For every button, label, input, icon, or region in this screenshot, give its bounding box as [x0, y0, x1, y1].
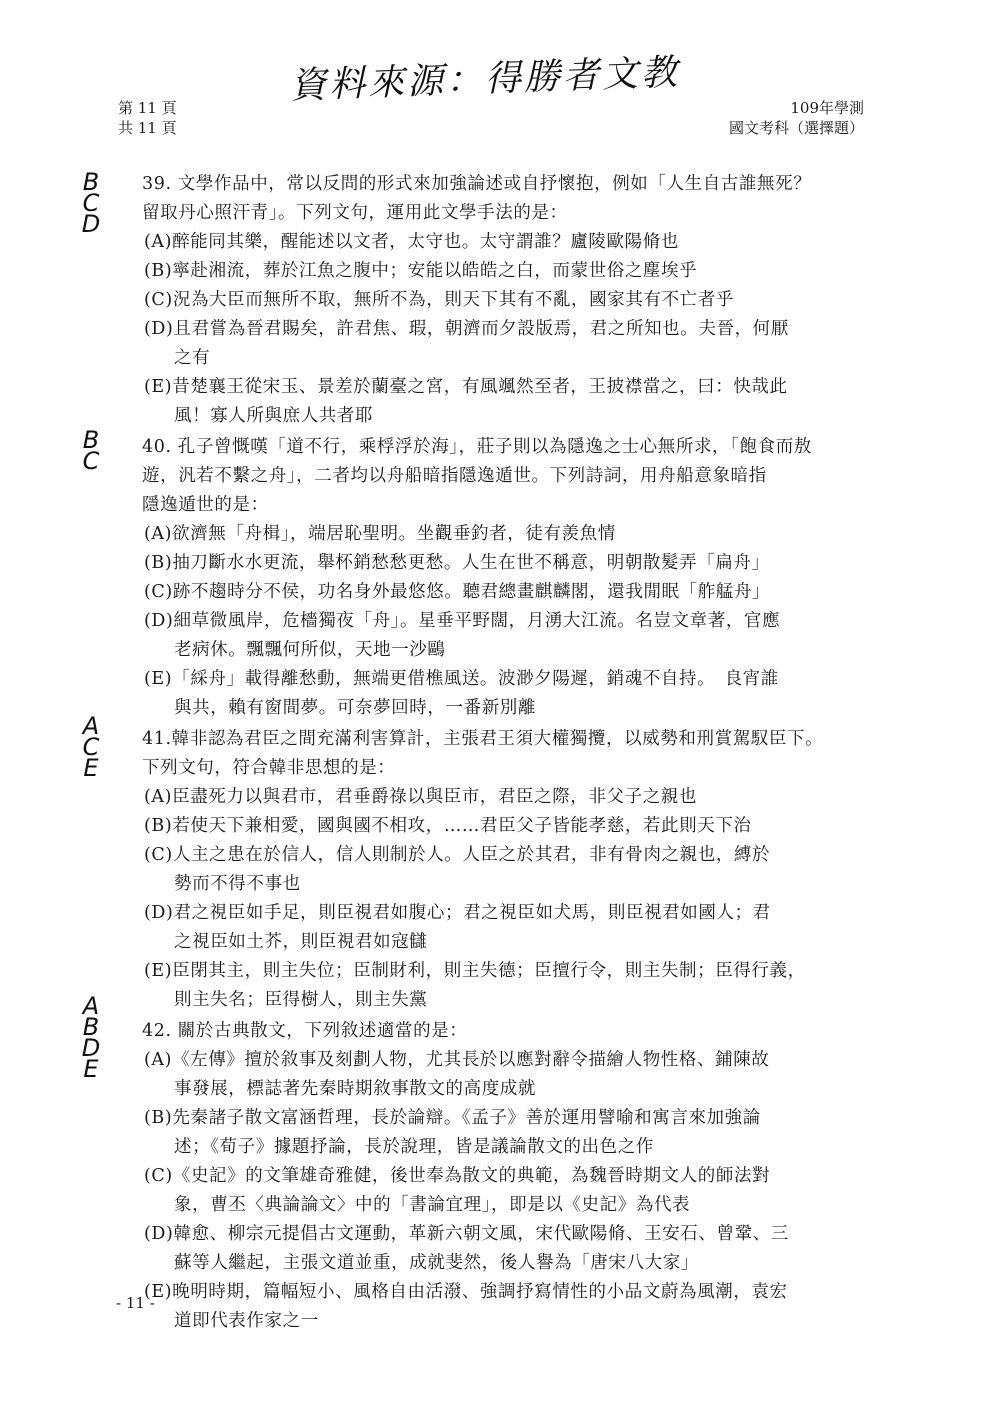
exam-info — [729, 98, 864, 138]
option-c-cont: 勢而不得不事也 — [174, 874, 301, 894]
total-pages-label: 共 11 頁 — [118, 119, 177, 137]
option-a-cont: 事發展，標誌著先秦時期敘事散文的高度成就 — [174, 1079, 536, 1099]
option-b-cont: 述；《荀子》據題抒論，長於說理，皆是議論散文的出色之作 — [174, 1137, 654, 1157]
option-a: (A)臣盡死力以與君市，君垂爵祿以與臣市，君臣之際，非父子之親也 — [144, 787, 697, 807]
question-40 — [142, 433, 882, 723]
option-c: (C)跡不趨時分不侯，功名身外最悠悠。聽君總畫麒麟閣，還我閒眠「舴艋舟」 — [144, 582, 771, 602]
question-39 — [142, 170, 882, 431]
question-stem-cont: 下列文句，符合韓非思想的是： — [142, 758, 396, 778]
exam-subject: 國文考科（選擇題） — [728, 119, 864, 137]
page-number: - 11 - — [116, 1294, 155, 1312]
option-e: (E)「綵舟」載得離愁動，無端更借樵風送。波渺夕陽遲，銷魂不自持。 良宵誰 — [144, 669, 779, 689]
option-b: (B)寧赴湘流，葬於江魚之腹中；安能以皓皓之白，而蒙世俗之塵埃乎 — [144, 261, 698, 281]
option-b: (B)先秦諸子散文富涵哲理，長於論辯。《孟子》善於運用譬喻和寓言來加強論 — [144, 1108, 761, 1128]
option-a: (A)欲濟無「舟楫」，端居恥聖明。坐觀垂釣者，徒有羨魚情 — [144, 524, 616, 544]
option-d: (D)君之視臣如手足，則臣視君如腹心；君之視臣如犬馬，則臣視君如國人；君 — [144, 903, 771, 923]
page-label: 第 11 頁 — [118, 99, 177, 117]
question-41 — [142, 725, 882, 1015]
option-d-cont: 之有 — [174, 348, 211, 368]
handwritten-answer-q41: A C E — [82, 712, 100, 782]
option-c: (C)《史記》的文筆雄奇雅健，後世奉為散文的典範，為魏晉時期文人的師法對 — [144, 1166, 771, 1186]
option-d: (D)韓愈、柳宗元提倡古文運動，革新六朝文風，宋代歐陽脩、王安石、曾鞏、三 — [144, 1224, 789, 1244]
question-stem: 42. 關於古典散文，下列敘述適當的是： — [142, 1021, 468, 1041]
question-stem: 40. 孔子曾慨嘆「道不行，乘桴浮於海」，莊子則以為隱逸之士心無所求，「飽食而敖 — [142, 437, 812, 457]
option-b: (B)抽刀斷水水更流，舉杯銷愁愁更愁。人生在世不稱意，明朝散髮弄「扁舟」 — [144, 553, 770, 573]
question-42 — [142, 1017, 882, 1336]
page-info — [118, 98, 177, 138]
option-d: (D)且君嘗為晉君賜矣，許君焦、瑕，朝濟而夕設版焉，君之所知也。夫晉，何厭 — [144, 319, 789, 339]
handwritten-answer-q40: B C — [82, 426, 100, 475]
option-e-cont: 則主失名；臣得樹人，則主失黨 — [174, 990, 428, 1010]
option-c-cont: 象，曹丕〈典論論文〉中的「書論宜理」，即是以《史記》為代表 — [174, 1195, 691, 1215]
question-stem-cont: 隱逸遁世的是： — [142, 495, 269, 515]
question-stem: 41.韓非認為君臣之間充滿利害算計，主張君王須大權獨攬，以威勢和刑賞駕馭臣下。 — [142, 729, 824, 749]
option-c: (C)人主之患在於信人，信人則制於人。人臣之於其君，非有骨肉之親也，縛於 — [144, 845, 771, 865]
option-a: (A)《左傳》擅於敘事及刻劃人物，尤其長於以應對辭令描繪人物性格、鋪陳故 — [144, 1050, 770, 1070]
option-d: (D)細草微風岸，危檣獨夜「舟」。星垂平野闊，月湧大江流。名豈文章著，官應 — [144, 611, 781, 631]
option-d-cont: 老病休。飄飄何所似，天地一沙鷗 — [174, 640, 446, 660]
handwritten-source-note: 資料來源：得勝者文教 — [289, 52, 681, 107]
option-e: (E)晚明時期，篇幅短小、風格自由活潑、強調抒寫情性的小品文蔚為風潮，袁宏 — [144, 1282, 788, 1302]
option-d-cont: 之視臣如土芥，則臣視君如寇讎 — [174, 932, 428, 952]
handwritten-answer-q42: A B D E — [81, 992, 101, 1083]
question-list — [142, 170, 882, 1338]
option-d-cont: 蘇等人繼起，主張文道並重，成就斐然，後人譽為「唐宋八大家」 — [174, 1253, 699, 1273]
option-a: (A)醉能同其樂，醒能述以文者，太守也。太守謂誰？廬陵歐陽脩也 — [144, 232, 679, 252]
option-b: (B)若使天下兼相愛，國與國不相攻，……君臣父子皆能孝慈，若此則天下治 — [144, 816, 752, 836]
option-e-cont: 風！寡人所與庶人共者耶 — [174, 406, 374, 426]
option-e: (E)臣閉其主，則主失位；臣制財利，則主失德；臣擅行令，則主失制；臣得行義， — [144, 961, 806, 981]
exam-year: 109年學測 — [790, 99, 864, 117]
question-stem-cont: 遊，汎若不繫之舟」，二者均以舟船暗指隱逸遁世。下列詩詞，用舟船意象暗指 — [142, 466, 767, 486]
option-e-cont: 與共，賴有窗間夢。可奈夢回時，一番新別離 — [174, 698, 536, 718]
option-e-cont: 道即代表作家之一 — [174, 1311, 319, 1331]
option-c: (C)況為大臣而無所不取，無所不為，則天下其有不亂，國家其有不亡者乎 — [144, 290, 734, 310]
question-stem-cont: 留取丹心照汗青」。下列文句，運用此文學手法的是： — [142, 203, 568, 223]
question-stem: 39. 文學作品中，常以反問的形式來加強論述或自抒懷抱，例如「人生自古誰無死？ — [142, 174, 812, 194]
option-e: (E)昔楚襄王從宋玉、景差於蘭臺之宮，有風颯然至者，王披襟當之，曰：快哉此 — [144, 377, 788, 397]
handwritten-answer-q39: B C D — [81, 168, 101, 238]
